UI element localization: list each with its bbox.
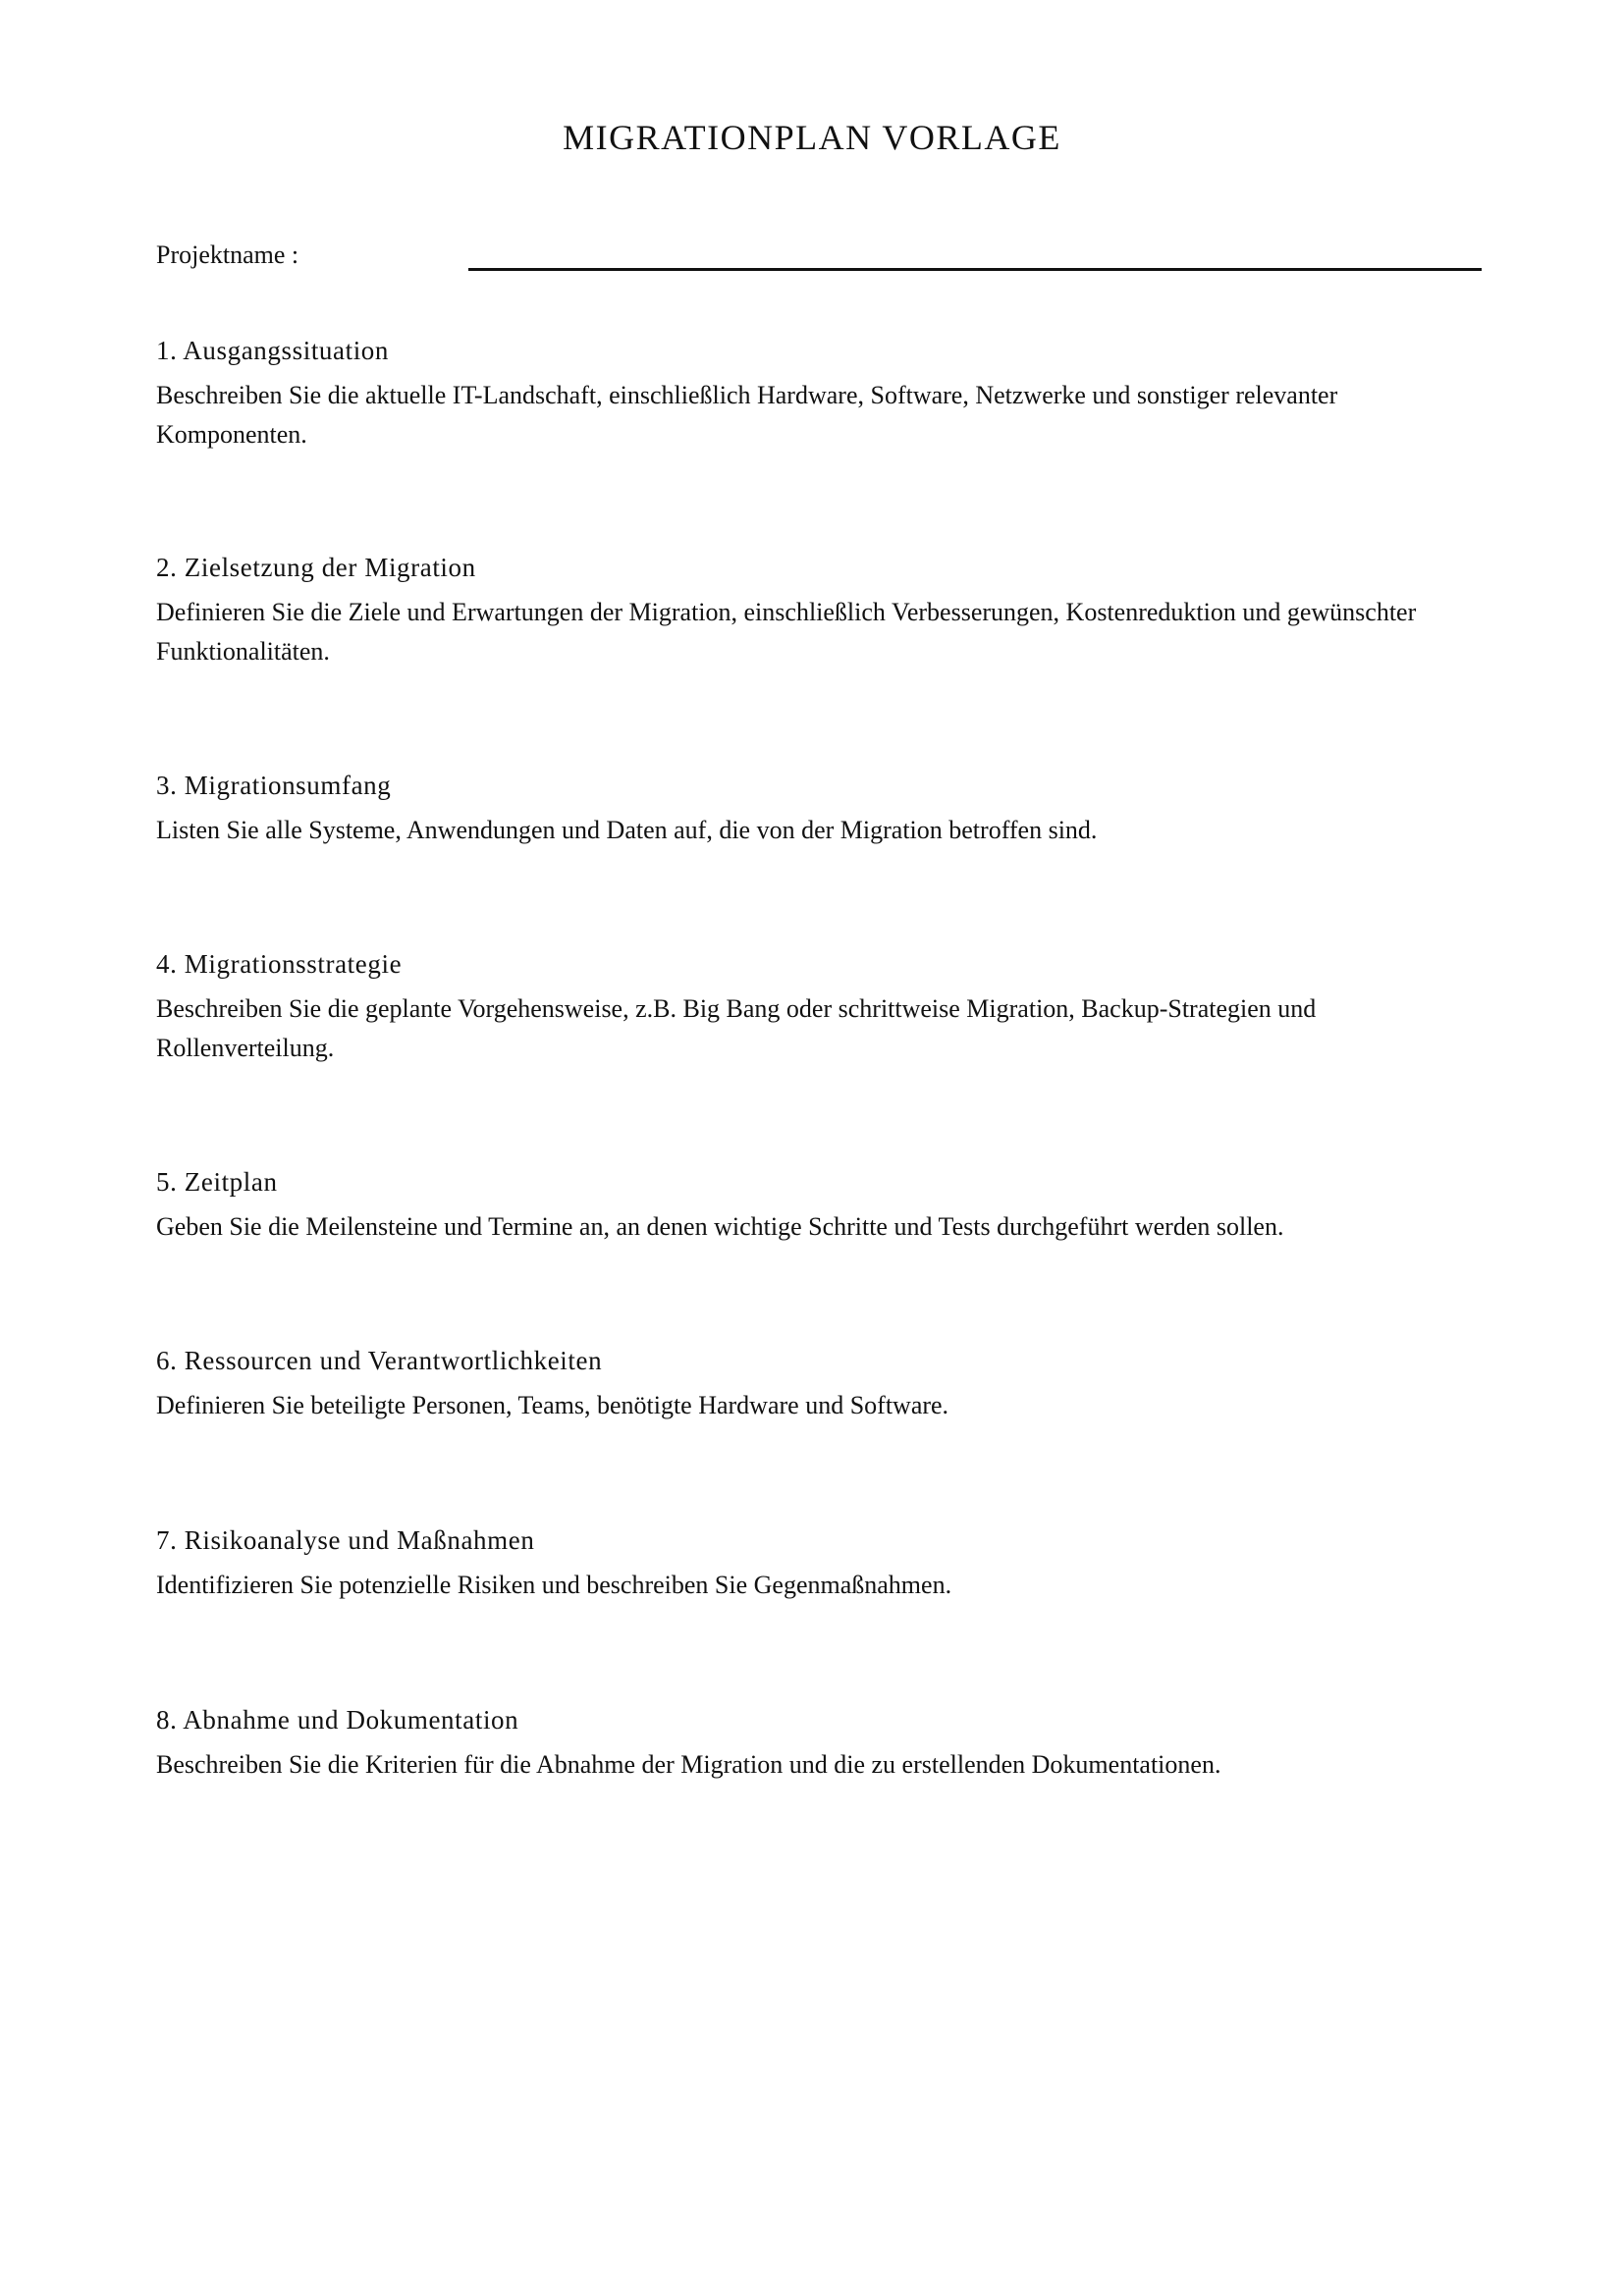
section-heading: 8. Abnahme und Dokumentation	[156, 1705, 519, 1735]
section-text: Identifizieren Sie potenzielle Risiken und beschreiben Sie Gegenmaßnahmen.	[156, 1571, 952, 1599]
section-migrationsstrategie	[156, 944, 1462, 1068]
section-text: Beschreiben Sie die geplante Vorgehensweise, z.B. Big Bang oder schrittweise Migration, Backup-Strategien und Rollenverteilung.	[156, 994, 1317, 1062]
section-ausgangssituation	[156, 331, 1462, 454]
section-heading: 1. Ausgangssituation	[156, 336, 390, 365]
section-heading: 4. Migrationsstrategie	[156, 949, 403, 979]
section-heading: 7. Risikoanalyse und Maßnahmen	[156, 1525, 535, 1555]
section-migrationsumfang	[156, 766, 1462, 850]
project-name-field[interactable]	[468, 268, 1482, 271]
section-abnahme	[156, 1700, 1462, 1785]
section-zielsetzung	[156, 548, 1462, 671]
section-zeitplan	[156, 1162, 1462, 1247]
document-title: MIGRATIONPLAN VORLAGE	[563, 118, 1061, 157]
project-name-row	[156, 236, 1482, 275]
section-text: Definieren Sie die Ziele und Erwartungen der Migration, einschließlich Verbesserungen, Kostenreduktion und gewünschter Funktionalitäten.	[156, 598, 1417, 666]
section-ressourcen	[156, 1341, 1462, 1425]
section-heading: 2. Zielsetzung der Migration	[156, 553, 476, 582]
section-text: Geben Sie die Meilensteine und Termine an, an denen wichtige Schritte und Tests durchgeführt werden sollen.	[156, 1212, 1284, 1241]
section-heading: 5. Zeitplan	[156, 1167, 278, 1197]
section-heading: 3. Migrationsumfang	[156, 771, 392, 800]
project-name-label: Projektname :	[156, 240, 299, 269]
section-text: Definieren Sie beteiligte Personen, Teams, benötigte Hardware und Software.	[156, 1391, 949, 1419]
section-text: Listen Sie alle Systeme, Anwendungen und Daten auf, die von der Migration betroffen sind.	[156, 816, 1098, 844]
section-text: Beschreiben Sie die aktuelle IT-Landschaft, einschließlich Hardware, Software, Netzwerke und sonstiger relevanter Komponenten.	[156, 381, 1338, 449]
section-risikoanalyse	[156, 1521, 1462, 1605]
section-heading: 6. Ressourcen und Verantwortlichkeiten	[156, 1346, 603, 1375]
section-text: Beschreiben Sie die Kriterien für die Abnahme der Migration und die zu erstellenden Dokumentationen.	[156, 1750, 1221, 1779]
